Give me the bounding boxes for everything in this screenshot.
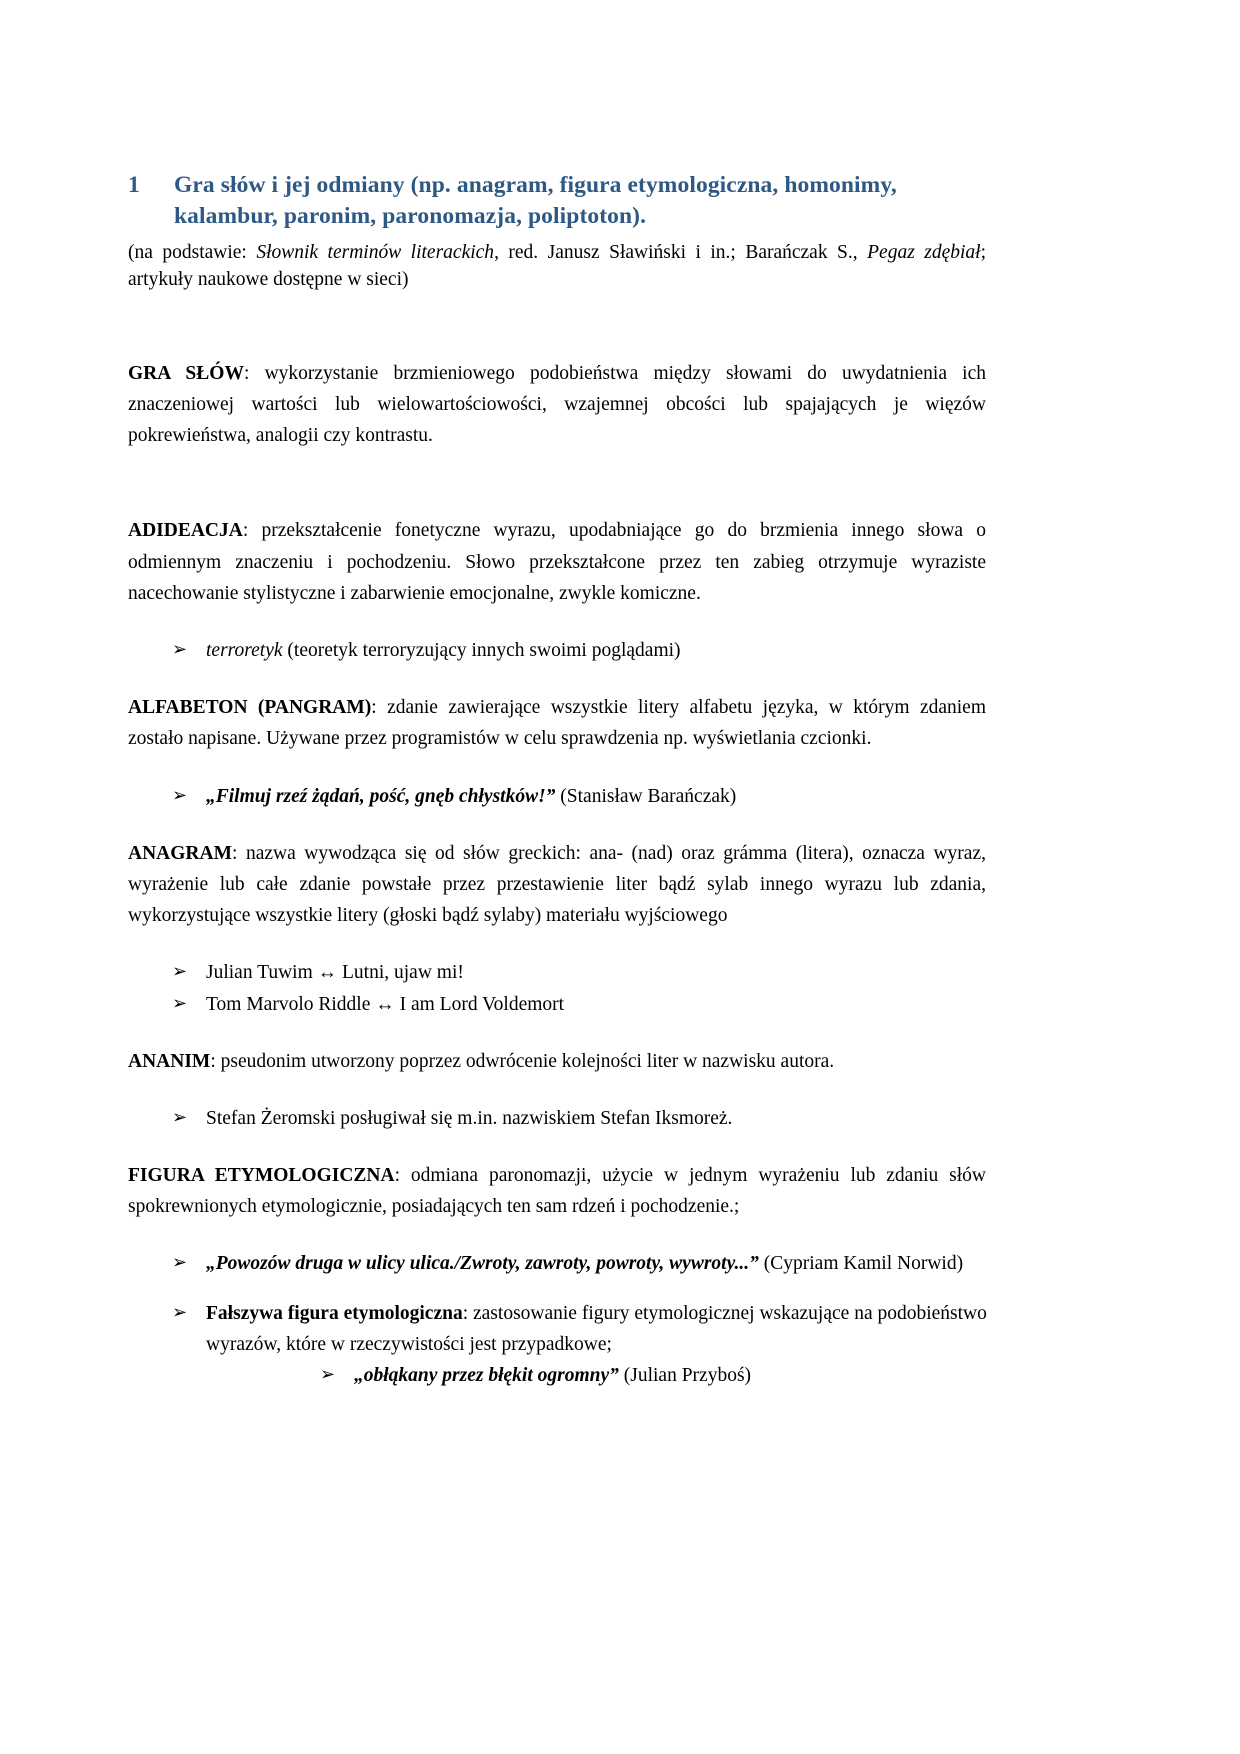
example-italic: terroretyk (206, 640, 283, 661)
spacer (128, 294, 988, 358)
list-item (128, 989, 988, 1020)
subsection-separator: : (462, 1302, 473, 1324)
example-list-ananim (128, 1103, 988, 1134)
spacer (128, 1280, 988, 1298)
arrow-bullet-icon: ➢ (172, 639, 188, 660)
list-item (206, 1360, 988, 1391)
term-label: ANAGRAM (128, 842, 232, 864)
term-label: ANANIM (128, 1050, 211, 1072)
source-note (128, 239, 986, 294)
arrow-bullet-icon: ➢ (172, 992, 188, 1014)
example-plain: Stefan Żeromski posługiwał się m.in. nazwiskiem Stefan Iksmoreż. (206, 1107, 733, 1129)
source-note-title: Słownik terminów literackich (256, 241, 495, 263)
example-plain: (Cypriam Kamil Norwid) (758, 1253, 964, 1275)
term-definition: odmiana paronomazji, użycie w jednym wyrażeniu lub zdaniu słów spokrewnionych etymologicznie, posiadających ten sam rdzeń i pochodzenie.; (128, 1165, 986, 1218)
subsection-definition: zastosowanie figury etymologicznej wskazujące na podobieństwo wyrazów, które w rzeczywistości jest przypadkowe; (206, 1302, 987, 1355)
example-plain: (teoretyk terroryzujący innych swoimi poglądami) (282, 640, 681, 661)
list-item (128, 957, 988, 988)
spacer (128, 812, 988, 838)
spacer (128, 1134, 988, 1160)
term-separator: : (371, 697, 388, 719)
term-label: ADIDEACJA (128, 520, 243, 542)
section-adideacja (128, 515, 986, 609)
section-gra-slow (128, 358, 986, 452)
arrow-bullet-icon: ➢ (172, 1252, 188, 1274)
term-label: FIGURA ETYMOLOGICZNA (128, 1165, 395, 1187)
spacer (128, 1020, 988, 1046)
arrow-bullet-icon: ➢ (320, 1364, 336, 1385)
example-list-alfabeton (128, 781, 988, 812)
example-plain: (Julian Przyboś) (618, 1365, 752, 1386)
subsection-falszywa-figura (128, 1298, 988, 1392)
section-figura-etymologiczna (128, 1160, 986, 1222)
example-list-figura (128, 1248, 988, 1279)
example-italic: „Filmuj rzeź żądań, pość, gnęb chłystków!” (206, 785, 556, 807)
spacer (128, 609, 988, 635)
list-item (128, 781, 988, 812)
source-note-suffix: ; artykuły naukowe dostępne w sieci) (128, 241, 986, 291)
example-plain: (Stanisław Barańczak) (555, 785, 737, 807)
arrow-bullet-icon: ➢ (172, 784, 188, 806)
document-body (128, 170, 988, 1391)
term-separator: : (394, 1165, 411, 1187)
term-separator: : (243, 362, 265, 384)
heading-text: Gra słów i jej odmiany (np. anagram, figura etymologiczna, homonimy, kalambur, paronim, paronomazja, poliptoton). (174, 172, 897, 230)
spacer (128, 666, 988, 692)
heading-number: 1 (128, 172, 140, 198)
example-plain: Julian Tuwim ↔ Lutni, ujaw mi! (206, 962, 464, 984)
term-definition: zdanie zawierające wszystkie litery alfabetu języka, w którym zdaniem zostało napisane. Używane przez programistów w celu sprawdzenia np. wyświetlania czcionki. (128, 697, 987, 750)
term-definition: nazwa wywodząca się od słów greckich: ana- (nad) oraz grámma (litera), oznacza wyraz, wyrażenie lub całe zdanie powstałe przez przestawienie liter bądź sylab innego wyrazu lub zdania, wykorzystujące wszystkie litery (głoski bądź sylaby) materiału wyjściowego (128, 842, 986, 927)
spacer (128, 931, 988, 957)
list-item (128, 1103, 988, 1134)
subsection-term: Fałszywa figura etymologiczna (206, 1302, 463, 1324)
source-note-middle: , red. Janusz Sławiński i in.; Barańczak S., (494, 241, 868, 263)
example-list-falszywa (206, 1360, 988, 1391)
example-italic: „Powozów druga w ulicy ulica./Zwroty, zawroty, powroty, wywroty...” (206, 1253, 759, 1275)
list-item (128, 635, 988, 666)
arrow-bullet-icon: ➢ (172, 961, 188, 983)
term-definition: pseudonim utworzony poprzez odwrócenie kolejności liter w nazwisku autora. (220, 1050, 835, 1072)
example-list-anagram (128, 957, 988, 1019)
example-italic: „obłąkany przez błękit ogromny” (354, 1365, 619, 1386)
spacer (128, 1077, 988, 1103)
example-plain: Tom Marvolo Riddle ↔ I am Lord Voldemort (206, 993, 565, 1015)
arrow-bullet-icon: ➢ (172, 1106, 188, 1128)
section-anagram (128, 838, 986, 932)
section-alfabeton (128, 692, 986, 754)
term-separator: : (242, 520, 262, 542)
term-definition: wykorzystanie brzmieniowego podobieństwa między słowami do uwydatnienia ich znaczeniowej wartości lub wielowartościowości, wzajemnej obcości lub spajających je więzów pokrewieństwa, analogii czy kontrastu. (128, 362, 987, 447)
term-label: ALFABETON (PANGRAM) (128, 697, 372, 719)
source-note-prefix: (na podstawie: (128, 241, 257, 263)
arrow-bullet-icon: ➢ (172, 1301, 188, 1323)
section-ananim (128, 1046, 986, 1077)
source-note-title-2: Pegaz zdębiał (867, 241, 981, 263)
list-item (128, 1298, 988, 1392)
spacer (128, 451, 988, 515)
term-label: GRA SŁÓW (128, 362, 244, 384)
term-definition: przekształcenie fonetyczne wyrazu, upodabniające go do brzmienia innego słowa o odmiennym znaczeniu i pochodzeniu. Słowo przekształcone przez ten zabieg otrzymuje wyraziste nacechowanie stylistyczne i zabarwienie emocjonalne, zwykle komiczne. (128, 520, 986, 604)
page-title (128, 170, 988, 233)
spacer (128, 755, 988, 781)
list-item (128, 1248, 988, 1279)
spacer (128, 1222, 988, 1248)
example-list-adideacja (128, 635, 988, 666)
term-separator: : (210, 1050, 221, 1072)
term-separator: : (231, 842, 246, 864)
